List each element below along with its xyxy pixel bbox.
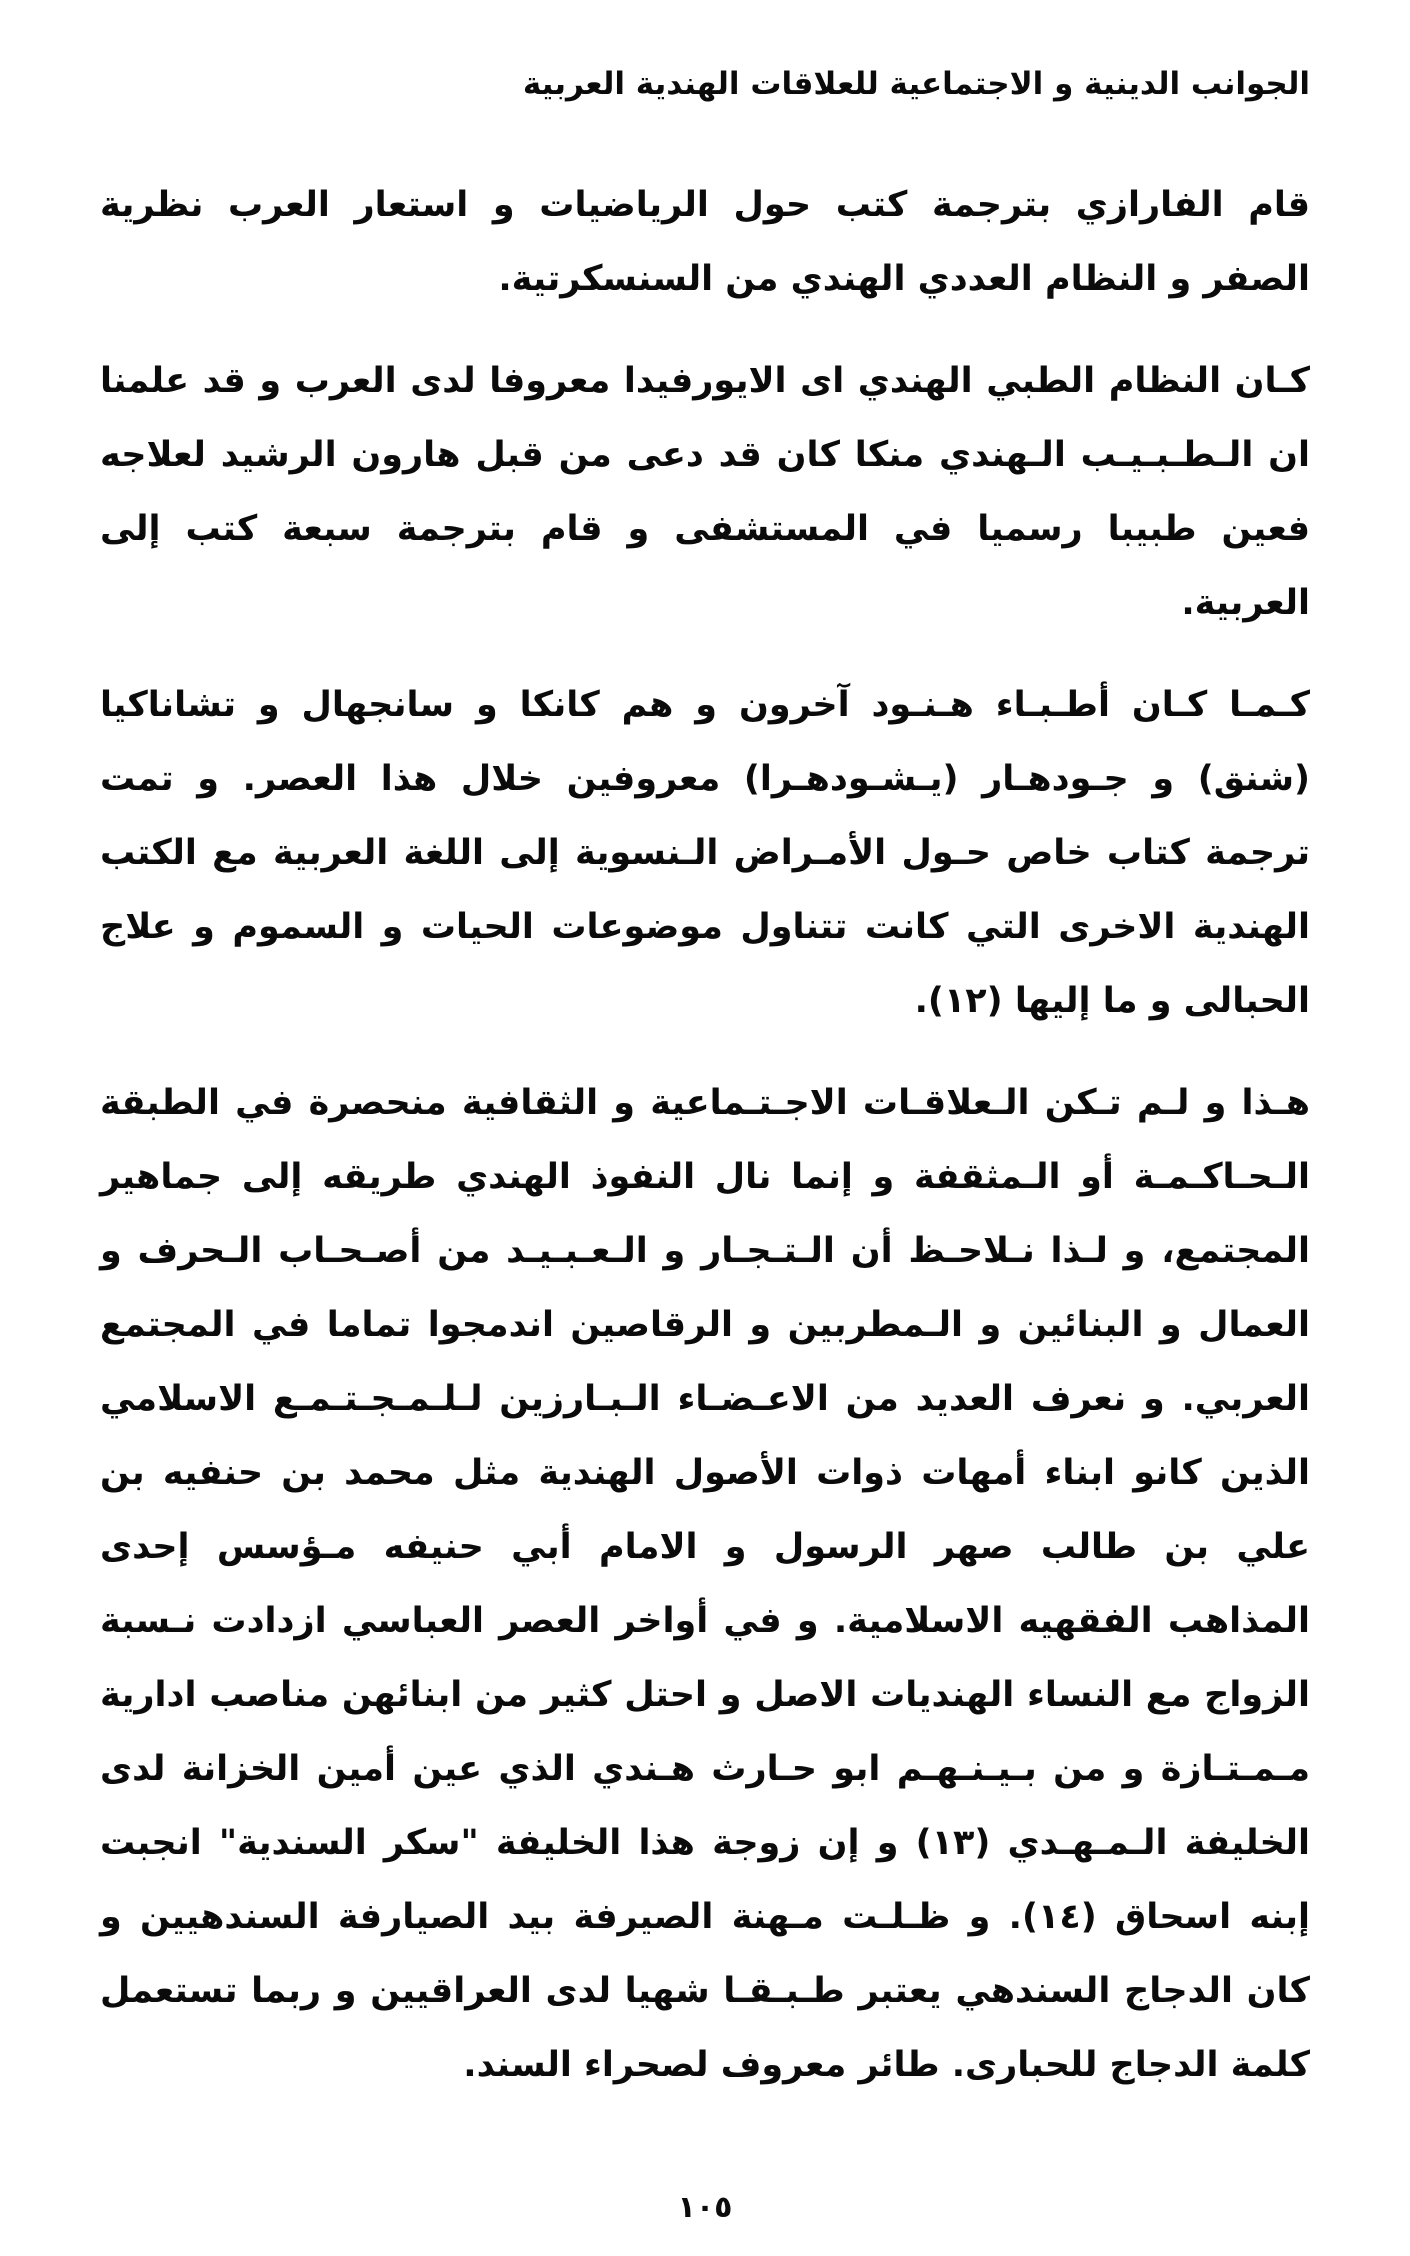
running-header: الجوانب الدينية و الاجتماعية للعلاقات الهندية العربية [522, 66, 1310, 102]
paragraph: كـان النظام الطبي الهندي اى الايورفيدا معروفا لدى العرب و قد علمنا ان الـطـبـيـب الـهندي منكا كان قد دعى من قبل هارون الرشيد لعلاجه فعين طبيبا رسميا في المستشفى و قام بترجمة سبعة كتب إلى العربية. [100, 361, 1310, 623]
paragraph: قام الفارازي بترجمة كتب حول الرياضيات و استعار العرب نظرية الصفر و النظام العددي الهندي من السنسكرتية. [100, 185, 1310, 299]
paragraph: هـذا و لـم تـكن الـعلاقـات الاجـتـماعية و الثقافية منحصرة في الطبقة الـحـاكـمـة أو الـمثقفة و إنما نال النفوذ الهندي طريقه إلى جماهير المجتمع، و لـذا نـلاحـظ أن الـتـجـار و الـعـبـيـد من أصـحـاب الـحرف و العمال و البنائين و الـمطربين و الرقاصين اندمجوا تماما في المجتمع العربي. و نعرف العديد من الاعـضـاء الـبـارزين لـلـمـجـتـمـع الاسلامي الذين كانو ابناء أمهات ذوات الأصول الهندية مثل محمد بن حنفيه بن علي بن طالب صهر الرسول و الامام أبي حنيفه مـؤسس إحدى المذاهب الفقهيه الاسلامية. و في أواخر العصر العباسي ازدادت نـسبة الزواج مع النساء الهنديات الاصل و احتل كثير من ابنائهن مناصب ادارية مـمـتـازة و من بـيـنـهـم ابو حـارث هـندي الذي عين أمين الخزانة لدى الخليفة الـمـهـدي (١٣) و إن زوجة هذا الخليفة "سكر السندية" انجبت إبنه اسحاق (١٤). و ظـلـت مـهنة الصيرفة بيد الصيارفة السندهيين و كان الدجاج السندهي يعتبر طـبـقـا شهيا لدى العراقيين و ربما تستعمل كلمة الدجاج للحبارى. طائر معروف لصحراء السند. [100, 1083, 1311, 2085]
paragraph: كـمـا كـان أطـبـاء هـنـود آخرون و هم كانكا و سانجهال و تشاناكيا (شنق) و جـودهـار (يـشـودهـرا) معروفين خلال هذا العصر. و تمت ترجمة كتاب خاص حـول الأمـراض الـنسوية إلى اللغة العربية مع الكتب الهندية الاخرى التي كانت تتناول موضوعات الحيات و السموم و علاج الحبالى و ما إليها (١٢). [100, 685, 1310, 1021]
body-text [100, 168, 1310, 2102]
page-number: ١٠٥ [677, 2190, 733, 2225]
